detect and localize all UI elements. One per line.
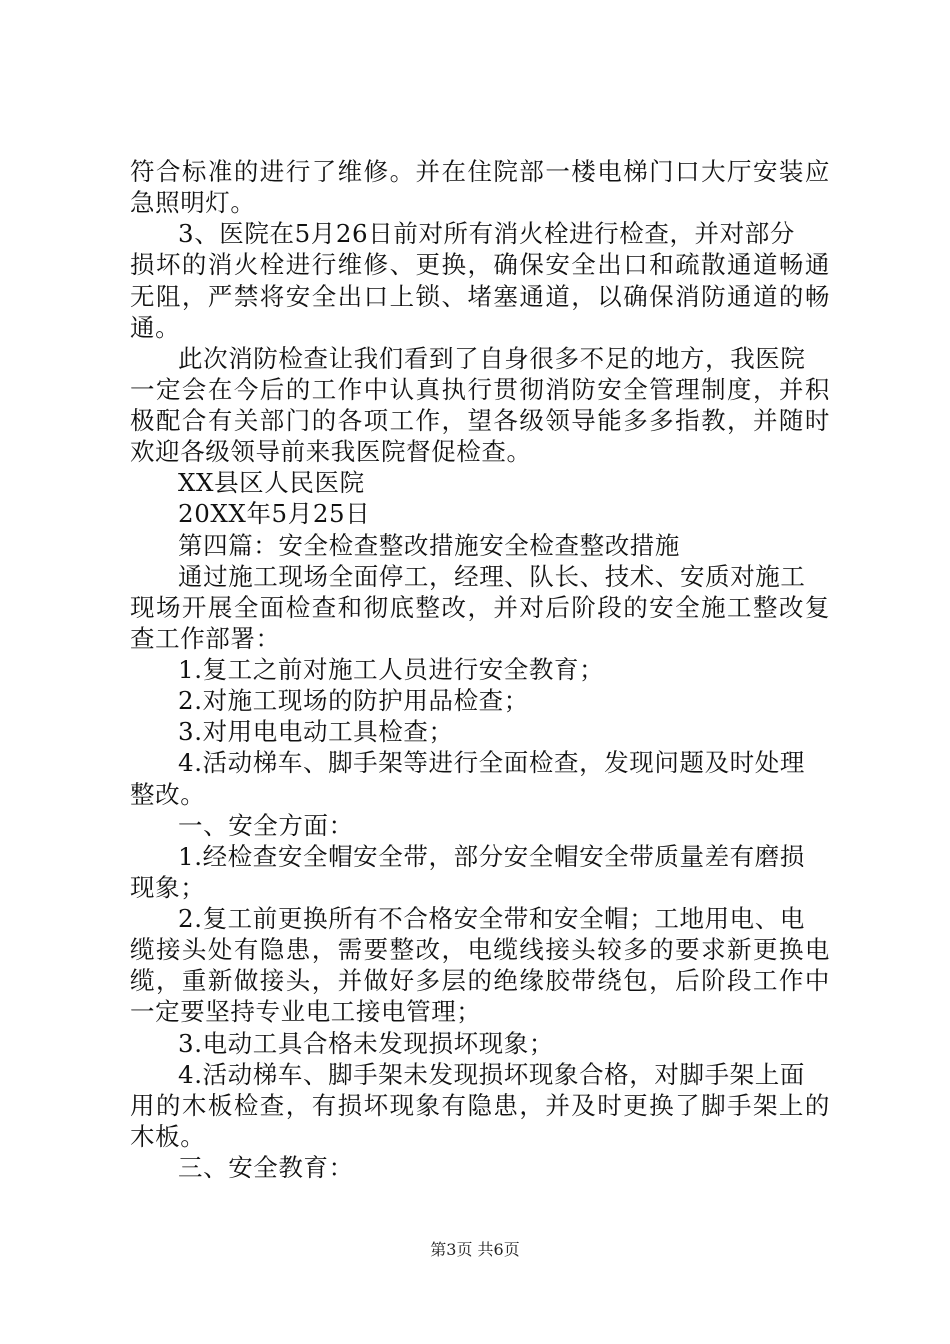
text-line: XX县区人民医院 <box>178 468 365 497</box>
text-line: 一定要坚持专业电工接电管理； <box>130 997 482 1026</box>
text-line: 4.活动梯车、脚手架等进行全面检查，发现问题及时处理 <box>178 748 805 777</box>
text-line: 1.经检查安全帽安全带，部分安全帽安全带质量差有磨损 <box>178 842 805 871</box>
text-line: 查工作部署： <box>130 624 281 653</box>
text-line: 现场开展全面检查和彻底整改，并对后阶段的安全施工整改复 <box>130 593 830 622</box>
text-line: 整改。 <box>130 780 206 809</box>
text-line: 缆，重新做接头，并做好多层的绝缘胶带绕包，后阶段工作中 <box>130 966 830 995</box>
text-line: 木板。 <box>130 1122 206 1151</box>
text-line: 第四篇：安全检查整改措施安全检查整改措施 <box>178 531 680 560</box>
text-line: 用的木板检查，有损坏现象有隐患，并及时更换了脚手架上的 <box>130 1091 830 1120</box>
text-line: 损坏的消火栓进行维修、更换，确保安全出口和疏散通道畅通 <box>130 250 830 279</box>
text-line: 现象； <box>130 873 206 902</box>
text-line: 符合标准的进行了维修。并在住院部一楼电梯门口大厅安装应 <box>130 157 830 186</box>
text-line: 此次消防检查让我们看到了自身很多不足的地方，我医院 <box>178 344 806 373</box>
text-line: 无阻，严禁将安全出口上锁、堵塞通道，以确保消防通道的畅 <box>130 282 830 311</box>
text-line: 欢迎各级领导前来我医院督促检查。 <box>130 437 532 466</box>
page-footer: 第3页 共6页 <box>430 1240 520 1259</box>
text-line: 4.活动梯车、脚手架未发现损坏现象合格，对脚手架上面 <box>178 1060 805 1089</box>
text-line: 3.电动工具合格未发现损坏现象； <box>178 1029 554 1058</box>
text-line: 3.对用电电动工具检查； <box>178 717 454 746</box>
text-line: 20XX年5月25日 <box>178 499 371 528</box>
text-line: 一定会在今后的工作中认真执行贯彻消防安全管理制度，并积 <box>130 375 830 404</box>
text-line: 缆接头处有隐患，需要整改，电缆线接头较多的要求新更换电 <box>130 935 830 964</box>
text-line: 三、安全教育： <box>178 1153 354 1182</box>
text-line: 一、安全方面： <box>178 811 354 840</box>
text-line: 3、医院在5月26日前对所有消火栓进行检查，并对部分 <box>178 219 795 248</box>
text-line: 急照明灯。 <box>130 188 256 217</box>
text-line: 2.复工前更换所有不合格安全带和安全帽；工地用电、电 <box>178 904 805 933</box>
text-line: 通过施工现场全面停工，经理、队长、技术、安质对施工 <box>178 562 806 591</box>
text-line: 1.复工之前对施工人员进行安全教育； <box>178 655 605 684</box>
text-line: 极配合有关部门的各项工作，望各级领导能多多指教，并随时 <box>130 406 830 435</box>
text-line: 2.对施工现场的防护用品检查； <box>178 686 529 715</box>
text-line: 通。 <box>130 313 181 342</box>
